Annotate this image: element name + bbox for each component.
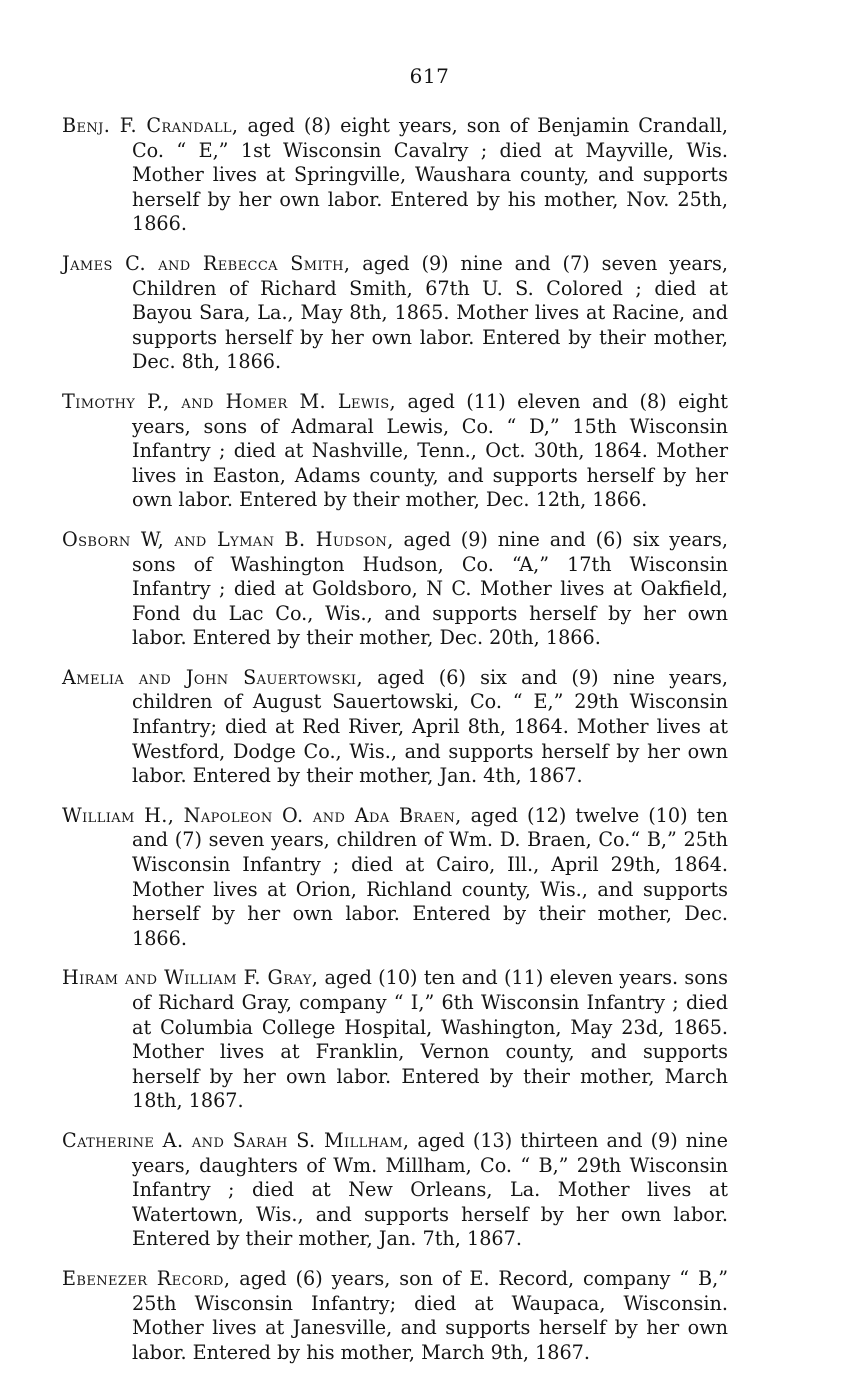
entry-names: Hiram and William F. Gray, xyxy=(62,966,319,990)
entry-record xyxy=(62,1267,728,1365)
entry-sauertowski xyxy=(62,666,728,789)
entry-names: James C. and Rebecca Smith, xyxy=(62,251,351,275)
entry-millham xyxy=(62,1129,728,1252)
entry-text: aged (13) thirteen and (9) nine years, daughters of Wm. Millham, Co. “ B,” 29th Wisconsin Infantry ; died at New Orleans, La. Mother lives at Watertown, Wis., and supports herself by her own labor. Entered by their mother, Jan. 7th, 1867. xyxy=(132,1128,729,1251)
entry-text: aged (6) six and (9) nine years, children of August Sauertowski, Co. “ E,” 29th Wisconsin Infantry; died at Red River, April 8th, 1864. Mother lives at Westford, Dodge Co., Wis., and supports herself by her own labor. Entered by their mother, Jan. 4th, 1867. xyxy=(132,665,728,788)
entry-text: aged (10) ten and (11) eleven years. sons of Richard Gray, company “ I,” 6th Wisconsin Infantry ; died at Columbia College Hospital, Washington, May 23d, 1865. Mother lives at Franklin, Vernon county, and supports herself by her own labor. Entered by their mother, March 18th, 1867. xyxy=(132,966,728,1113)
entry-hudson xyxy=(62,528,728,651)
entry-crandall xyxy=(62,114,728,237)
entry-text: aged (12) twelve (10) ten and (7) seven years, children of Wm. D. Braen, Co.“ B,” 25th Wisconsin Infantry ; died at Cairo, Ill., April 29th, 1864. Mother lives at Orion, Richland county, Wis., and supports herself by her own labor. Entered by their mother, Dec. 1866. xyxy=(132,803,729,950)
entry-text: aged (6) years, son of E. Record, company “ B,” 25th Wisconsin Infantry; died at Waupaca, Wisconsin. Mother lives at Janesville, and supports herself by her own labor. Entered by his mother, March 9th, 1867. xyxy=(132,1266,728,1364)
entry-text: aged (8) eight years, son of Benjamin Crandall, Co. “ E,” 1st Wisconsin Cavalry ; died at Mayville, Wis. Mother lives at Springville, Waushara county, and supports herself by her own labor. Entered by his mother, Nov. 25th, 1866. xyxy=(132,114,728,236)
entry-names: William H., Napoleon O. and Ada Braen, xyxy=(62,803,462,827)
entry-text: aged (11) eleven and (8) eight years, sons of Admaral Lewis, Co. “ D,” 15th Wisconsin Infantry ; died at Nashville, Tenn., Oct. 30th, 1864. Mother lives in Easton, Adams county, and supports herself by her own labor. Entered by their mother, Dec. 12th, 1866. xyxy=(132,389,729,512)
entry-names: Benj. F. Crandall, xyxy=(62,114,239,137)
entry-text: aged (9) nine and (7) seven years, Children of Richard Smith, 67th U. S. Colored ; died at Bayou Sara, La., May 8th, 1865. Mother lives at Racine, and supports herself by her own labor. Entered by their mother, Dec. 8th, 1866. xyxy=(132,251,728,374)
page-number: 617 xyxy=(409,64,450,88)
entry-names: Osborn W, and Lyman B. Hudson, xyxy=(62,527,394,551)
entry-names: Amelia and John Sauertowski, xyxy=(62,665,363,689)
entry-braen xyxy=(62,804,728,952)
entry-gray xyxy=(62,966,728,1114)
entry-names: Timothy P., and Homer M. Lewis, xyxy=(62,389,397,413)
entry-list xyxy=(62,114,728,1380)
entry-lewis xyxy=(62,390,728,513)
entry-names: Catherine A. and Sarah S. Millham, xyxy=(62,1128,410,1152)
entry-smith xyxy=(62,252,728,375)
entry-names: Ebenezer Record, xyxy=(62,1266,231,1290)
entry-text: aged (9) nine and (6) six years, sons of Washington Hudson, Co. “A,” 17th Wisconsin Infantry ; died at Goldsboro, N C. Mother lives at Oakfield, Fond du Lac Co., Wis., and supports herself by her own labor. Entered by their mother, Dec. 20th, 1866. xyxy=(132,527,728,650)
